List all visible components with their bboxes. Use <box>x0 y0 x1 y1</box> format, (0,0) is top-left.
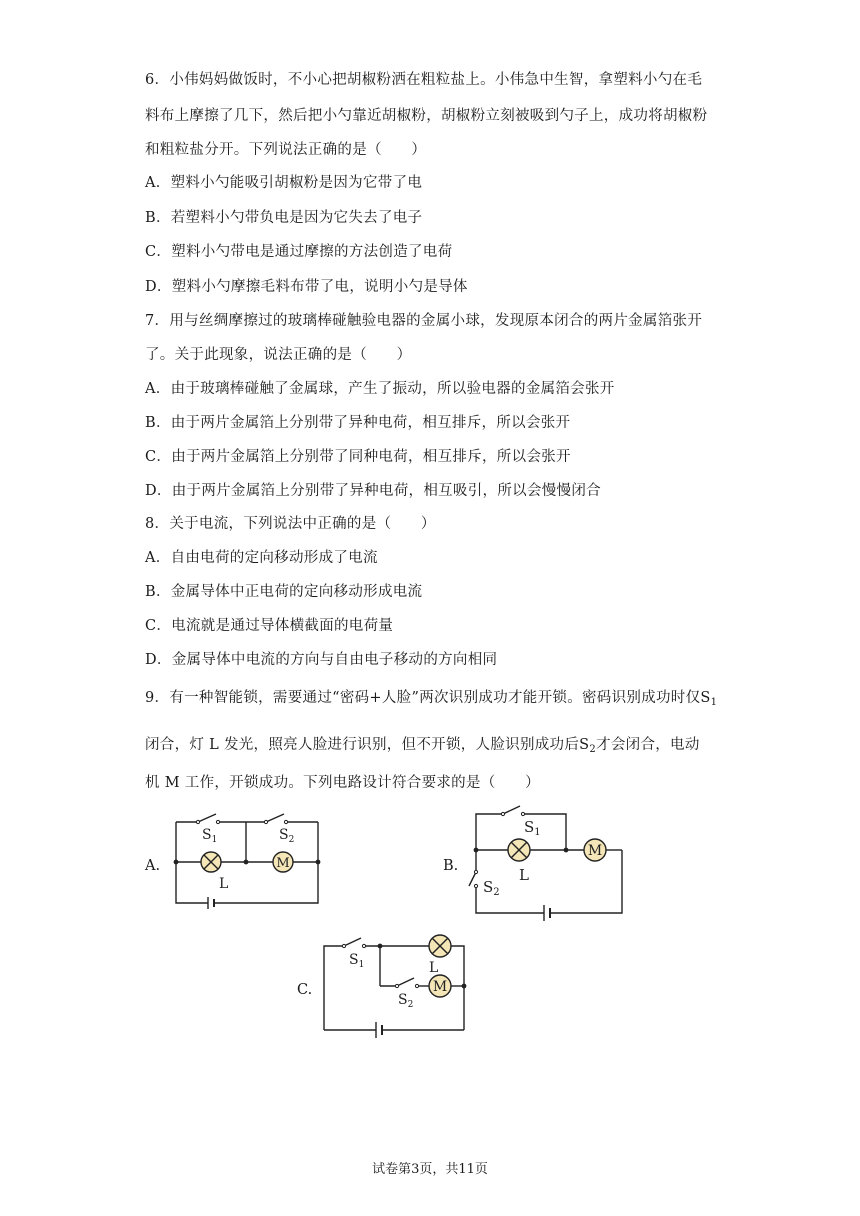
q8-line-1: 8．关于电流，下列说法中正确的是（ ） <box>145 516 436 532</box>
q7-option-a: A．由于玻璃棒碰触了金属球，产生了振动，所以验电器的金属箔会张开 <box>145 381 615 397</box>
figure-b-s2-label: $S_2$ <box>483 878 500 898</box>
q9-line-3: 机 M 工作，开锁成功。下列电路设计符合要求的是（ ） <box>145 775 540 791</box>
figure-a-lamp-label: L <box>219 876 229 892</box>
circuit-diagram-c <box>318 932 470 1044</box>
figure-b-label: B. <box>443 858 459 874</box>
q9-symbol-s2-sub: 2 <box>589 744 597 755</box>
lamp-icon <box>201 852 221 872</box>
motor-icon <box>429 975 451 997</box>
q8-option-c: C．电流就是通过导体横截面的电荷量 <box>145 618 394 634</box>
figure-a-label: A. <box>145 858 161 874</box>
figure-a-s1-label: $S_1$ <box>202 827 218 845</box>
motor-icon <box>584 839 606 861</box>
figure-b-motor-text: M <box>587 843 603 859</box>
figure-a-s2-label: $S_2$ <box>279 827 295 845</box>
q9-line-2 <box>145 733 700 755</box>
figure-b-lamp-label: L <box>519 866 529 884</box>
q7-line-1: 7．用与丝绸摩擦过的玻璃棒碰触验电器的金属小球，发现原本闭合的两片金属箔张开 <box>145 313 703 329</box>
q9-line-2-text-b: 才会闭合，电动 <box>596 737 700 753</box>
q9-symbol-s1: S <box>700 690 711 706</box>
q9-line-1-text: 9．有一种智能锁，需要通过“密码+人脸”两次识别成功才能开锁。密码识别成功时仅 <box>145 690 701 706</box>
circuit-diagram-a <box>168 808 328 910</box>
figure-b-s1-label: $S_1$ <box>524 818 541 838</box>
page-footer: 试卷第3页，共11页 <box>372 1162 488 1177</box>
circuit-diagram-b <box>468 800 630 924</box>
lamp-icon <box>508 839 530 861</box>
q6-line-1: 6．小伟妈妈做饭时，不小心把胡椒粉洒在粗粒盐上。小伟急中生智，拿塑料小勺在毛 <box>145 72 703 88</box>
q7-option-b: B．由于两片金属箔上分别带了异种电荷，相互排斥，所以会张开 <box>145 415 571 431</box>
q7-option-c: C．由于两片金属箔上分别带了同种电荷，相互排斥，所以会张开 <box>145 449 571 465</box>
figure-c-s2-label: $S_2$ <box>398 992 414 1010</box>
q8-option-d: D．金属导体中电流的方向与自由电子移动的方向相同 <box>145 652 498 668</box>
q8-option-b: B．金属导体中正电荷的定向移动形成电流 <box>145 584 423 600</box>
q9-line-2-text-a: 闭合，灯 L 发光，照亮人脸进行识别，但不开锁，人脸识别成功后 <box>145 737 580 753</box>
q9-symbol-s1-sub: 1 <box>710 697 718 708</box>
q6-option-d: D．塑料小勺摩擦毛料布带了电，说明小勺是导体 <box>145 279 468 295</box>
q9-symbol-s2: S <box>579 737 590 753</box>
q6-option-a: A．塑料小勺能吸引胡椒粉是因为它带了电 <box>145 175 423 191</box>
figure-c-lamp-label: L <box>429 960 439 976</box>
figure-c-s1-label: $S_1$ <box>349 952 365 970</box>
figure-a-motor-text: M <box>276 856 290 871</box>
q7-line-2: 了。关于此现象，说法正确的是（ ） <box>145 347 412 363</box>
q6-option-c: C．塑料小勺带电是通过摩擦的方法创造了电荷 <box>145 244 453 260</box>
lamp-icon <box>429 935 451 957</box>
motor-icon <box>273 852 293 872</box>
q6-line-3: 和粗粒盐分开。下列说法正确的是（ ） <box>145 142 427 158</box>
q8-option-a: A．自由电荷的定向移动形成了电流 <box>145 550 378 566</box>
q6-line-2: 料布上摩擦了几下，然后把小勺靠近胡椒粉，胡椒粉立刻被吸到勺子上，成功将胡椒粉 <box>145 108 708 124</box>
figure-c-label: C. <box>297 982 313 998</box>
q7-option-d: D．由于两片金属箔上分别带了异种电荷，相互吸引，所以会慢慢闭合 <box>145 483 601 499</box>
figure-c-motor-text: M <box>432 979 448 995</box>
q6-option-b: B．若塑料小勺带负电是因为它失去了电子 <box>145 210 423 226</box>
q9-line-1 <box>145 686 717 708</box>
